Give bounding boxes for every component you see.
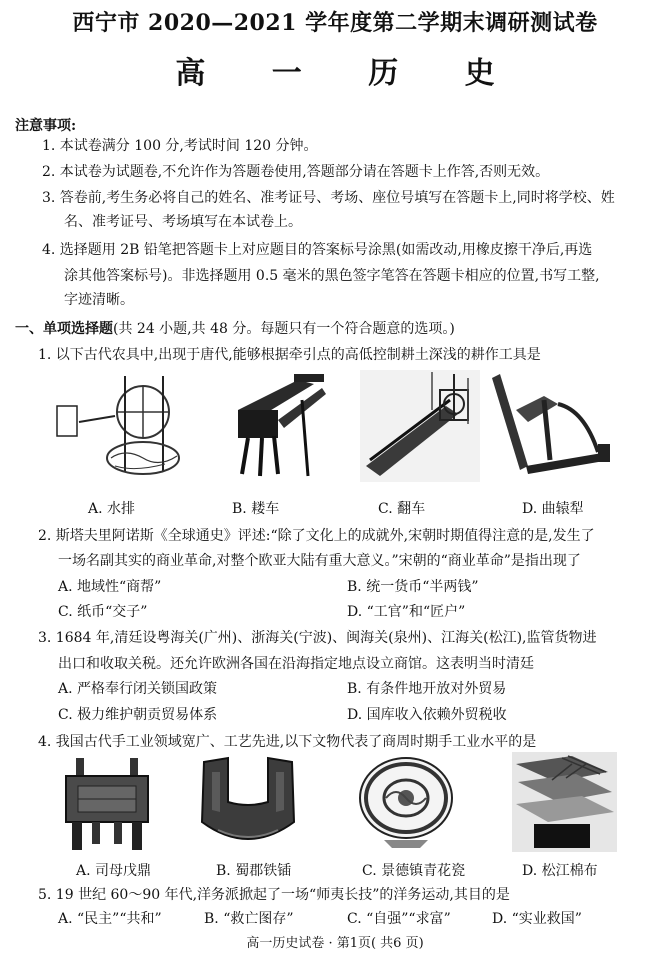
q1-caption-c: C. 翻车 bbox=[378, 501, 426, 517]
q2-option-a: A. 地域性“商帮” bbox=[58, 579, 162, 595]
exam-title: 西宁市 2020—2021 学年度第二学期末调研测试卷 bbox=[72, 10, 598, 36]
q1-caption-b: B. 耧车 bbox=[232, 501, 280, 517]
q4-caption-c: C. 景德镇青花瓷 bbox=[362, 863, 466, 879]
question-4-stem: 4. 我国古代手工业领域宽广、工艺先进,以下文物代表了商周时期手工业水平的是 bbox=[38, 734, 537, 750]
bronze-ding-image bbox=[62, 756, 152, 852]
water-bellows-image bbox=[55, 372, 185, 482]
question-2-stem-cont: 一场名副其实的商业革命,对整个欧亚大陆有重大意义。”宋朝的“商业革命”是指出现了 bbox=[58, 553, 581, 569]
cotton-cloth-image bbox=[512, 752, 617, 852]
notice-item-4-cont2: 字迹清晰。 bbox=[64, 292, 134, 308]
q4-caption-b: B. 蜀郡铁锸 bbox=[216, 863, 292, 879]
notice-item-4-cont: 涂其他答案标号)。非选择题用 0.5 毫米的黑色签字笔答在答题卡相应的位置,书写工整, bbox=[64, 268, 600, 284]
section-title: 一、单项选择题 bbox=[15, 321, 113, 337]
question-3-stem-cont: 出口和收取关税。还允许欧洲各国在沿海指定地点设立商馆。这表明当时清廷 bbox=[58, 656, 534, 672]
question-3-stem: 3. 1684 年,清廷设粤海关(广州)、浙海关(宁波)、闽海关(泉州)、江海关(松江),监管货物进 bbox=[38, 630, 597, 646]
notice-item-1: 1. 本试卷满分 100 分,考试时间 120 分钟。 bbox=[42, 138, 318, 154]
q3-option-a: A. 严格奉行闭关锁国政策 bbox=[58, 681, 218, 697]
page-footer: 高一历史试卷 · 第1页( 共6 页) bbox=[246, 936, 424, 951]
exam-subject: 高 一 历 史 bbox=[175, 56, 523, 91]
q5-option-b: B. “救亡图存” bbox=[204, 911, 294, 927]
q5-option-d: D. “实业救国” bbox=[492, 911, 582, 927]
q2-option-d: D. “工官”和“匠户” bbox=[347, 604, 466, 620]
q5-option-a: A. “民主”“共和” bbox=[58, 911, 162, 927]
q2-option-c: C. 纸币“交子” bbox=[58, 604, 148, 620]
q2-option-b: B. 统一货币“半两钱” bbox=[347, 579, 479, 595]
question-1-stem: 1. 以下古代农具中,出现于唐代,能够根据牵引点的高低控制耕土深浅的耕作工具是 bbox=[38, 347, 541, 363]
notice-heading: 注意事项: bbox=[15, 118, 77, 134]
q4-caption-a: A. 司母戊鼎 bbox=[76, 863, 152, 879]
question-2-stem: 2. 斯塔夫里阿诺斯《全球通史》评述:“除了文化上的成就外,宋朝时期值得注意的是,发生了 bbox=[38, 528, 595, 544]
q5-option-c: C. “自强”“求富” bbox=[347, 911, 451, 927]
section-desc: (共 24 小题,共 48 分。每题只有一个符合题意的选项。) bbox=[113, 321, 455, 337]
notice-item-3: 3. 答卷前,考生务必将自己的姓名、准考证号、考场、座位号填写在答题卡上,同时将学校、姓 bbox=[42, 190, 615, 206]
q3-option-d: D. 国库收入依赖外贸税收 bbox=[347, 707, 507, 723]
q1-caption-d: D. 曲辕犁 bbox=[522, 501, 584, 517]
q3-option-b: B. 有条件地开放对外贸易 bbox=[347, 681, 507, 697]
notice-item-4: 4. 选择题用 2B 铅笔把答题卡上对应题目的答案标号涂黑(如需改动,用橡皮擦干净后,再选 bbox=[42, 242, 593, 258]
seed-drill-image bbox=[218, 370, 338, 482]
curved-plow-image bbox=[488, 370, 613, 482]
section-heading bbox=[15, 318, 455, 338]
notice-item-3-cont: 名、准考证号、考场填写在本试卷上。 bbox=[64, 214, 302, 230]
blue-white-porcelain-image bbox=[356, 756, 456, 852]
notice-item-2: 2. 本试卷为试题卷,不允许作为答题卷使用,答题部分请在答题卡上作答,否则无效。 bbox=[42, 164, 550, 180]
question-5-stem: 5. 19 世纪 60～90 年代,洋务派掀起了一场“师夷长技”的洋务运动,其目的是 bbox=[38, 887, 510, 903]
water-lifting-wheel-image bbox=[360, 370, 480, 482]
q3-option-c: C. 极力维护朝贡贸易体系 bbox=[58, 707, 218, 723]
q4-caption-d: D. 松江棉布 bbox=[522, 863, 598, 879]
q1-caption-a: A. 水排 bbox=[88, 501, 136, 517]
iron-spade-image bbox=[198, 752, 298, 852]
